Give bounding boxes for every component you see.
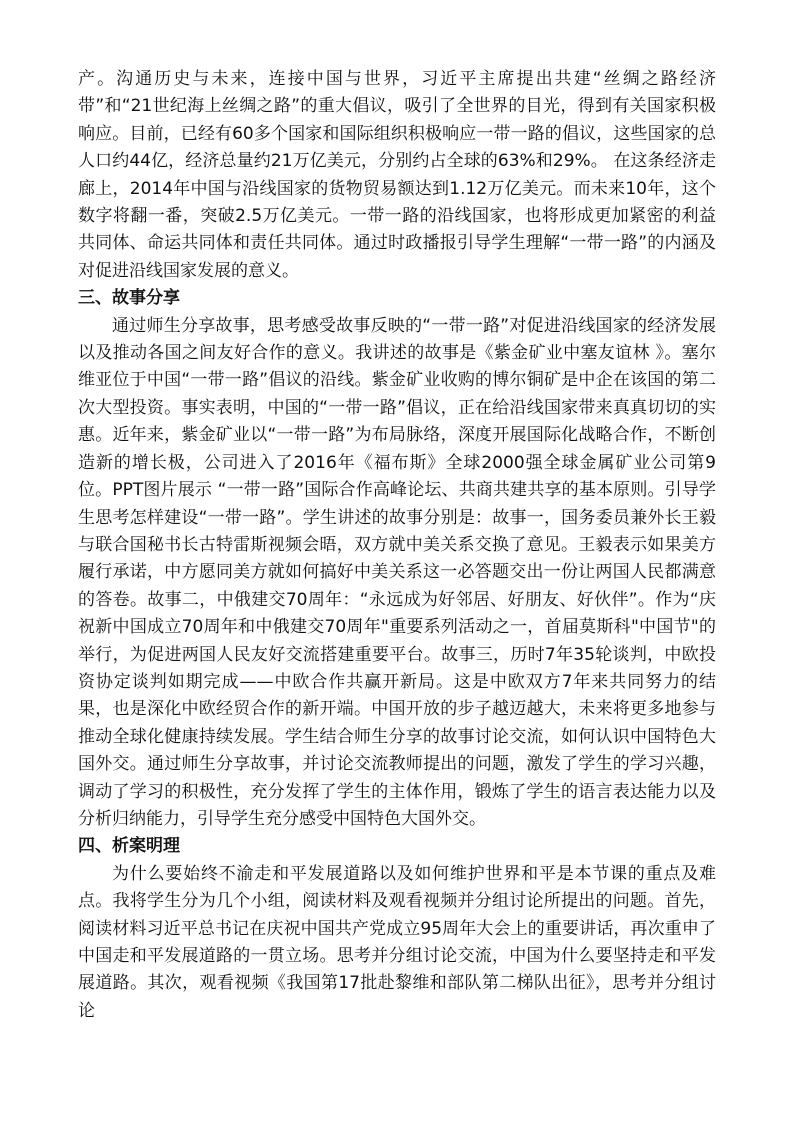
section-heading-case-analysis: 四、析案明理 [78,836,180,857]
paragraph-story-sharing: 通过师生分享故事，思考感受故事反映的“一带一路”对促进沿线国家的经济发展以及推动各国之间友好合作的意义。我讲述的故事是《紫金矿业中塞友谊林 》。塞尔维亚位于中国“一带一路”倡议的沿线。紫金矿业收购的博尔铜矿是中企在该国的第二次大型投资。事实表明，中国的“一带一路”倡议，正在给沿线国家带来真真切切的实惠。近年来，紫金矿业以“一带一路”为布局脉络，深度开展国际化战略合作，不断创造新的增长极，公司进入了2016年《福布斯》全球2000强全球金属矿业公司第9位。PPT图片展示 “一带一路”国际合作高峰论坛、共商共建共享的基本原则。引导学生思考怎样建设“一带一路”。学生讲述的故事分别是：故事一，国务委员兼外长王毅与联合国秘书长古特雷斯视频会晤，双方就中美关系交换了意见。王毅表示如果美方履行承诺，中方愿同美方就如何搞好中美关系这一必答题交出一份让两国人民都满意的答卷。故事二，中俄建交70周年：“永远成为好邻居、好朋友、好伙伴”。作为“庆祝新中国成立70周年和中俄建交70周年"重要系列活动之一，首届莫斯科"中国节"的举行，为促进两国人民友好交流搭建重要平台。故事三，历时7年35轮谈判，中欧投资协定谈判如期完成——中欧合作共赢开新局。这是中欧双方7年来共同努力的结果，也是深化中欧经贸合作的新开端。中国开放的步子越迈越大，未来将更多地参与推动全球化健康持续发展。学生结合师生分享的故事讨论交流，如何认识中国特色大国外交。通过师生分享故事，并讨论交流教师提出的问题，激发了学生的学习兴趣，调动了学习的积极性，充分发挥了学生的主体作用，锻炼了学生的语言表达能力以及分析归纳能力，引导学生充分感受中国特色大国外交。 [78,315,716,829]
section-heading-story-sharing: 三、故事分享 [78,288,180,309]
document-page [78,66,716,1025]
paragraph-continuation: 产。沟通历史与未来，连接中国与世界，习近平主席提出共建“丝绸之路经济带”和“21世纪海上丝绸之路”的重大倡议，吸引了全世界的目光，得到有关国家积极响应。目前，已经有60多个国家和国际组织积极响应一带一路的倡议，这些国家的总人口约44亿，经济总量约21万亿美元，分别约占全球的63%和29%。 在这条经济走廊上，2014年中国与沿线国家的货物贸易额达到1.12万亿美元。而未来10年，这个数字将翻一番，突破2.5万亿美元。一带一路的沿线国家，也将形成更加紧密的利益共同体、命运共同体和责任共同体。通过时政播报引导学生理解“一带一路”的内涵及对促进沿线国家发展的意义。 [78,69,716,281]
paragraph-case-analysis: 为什么要始终不渝走和平发展道路以及如何维护世界和平是本节课的重点及难点。我将学生分为几个小组，阅读材料及观看视频并分组讨论所提出的问题。首先，阅读材料习近平总书记在庆祝中国共产党成立95周年大会上的重要讲话，再次重申了中国走和平发展道路的一贯立场。思考并分组讨论交流，中国为什么要坚持走和平发展道路。其次，观看视频《我国第17批赴黎维和部队第二梯队出征》，思考并分组讨论 [78,863,716,1021]
